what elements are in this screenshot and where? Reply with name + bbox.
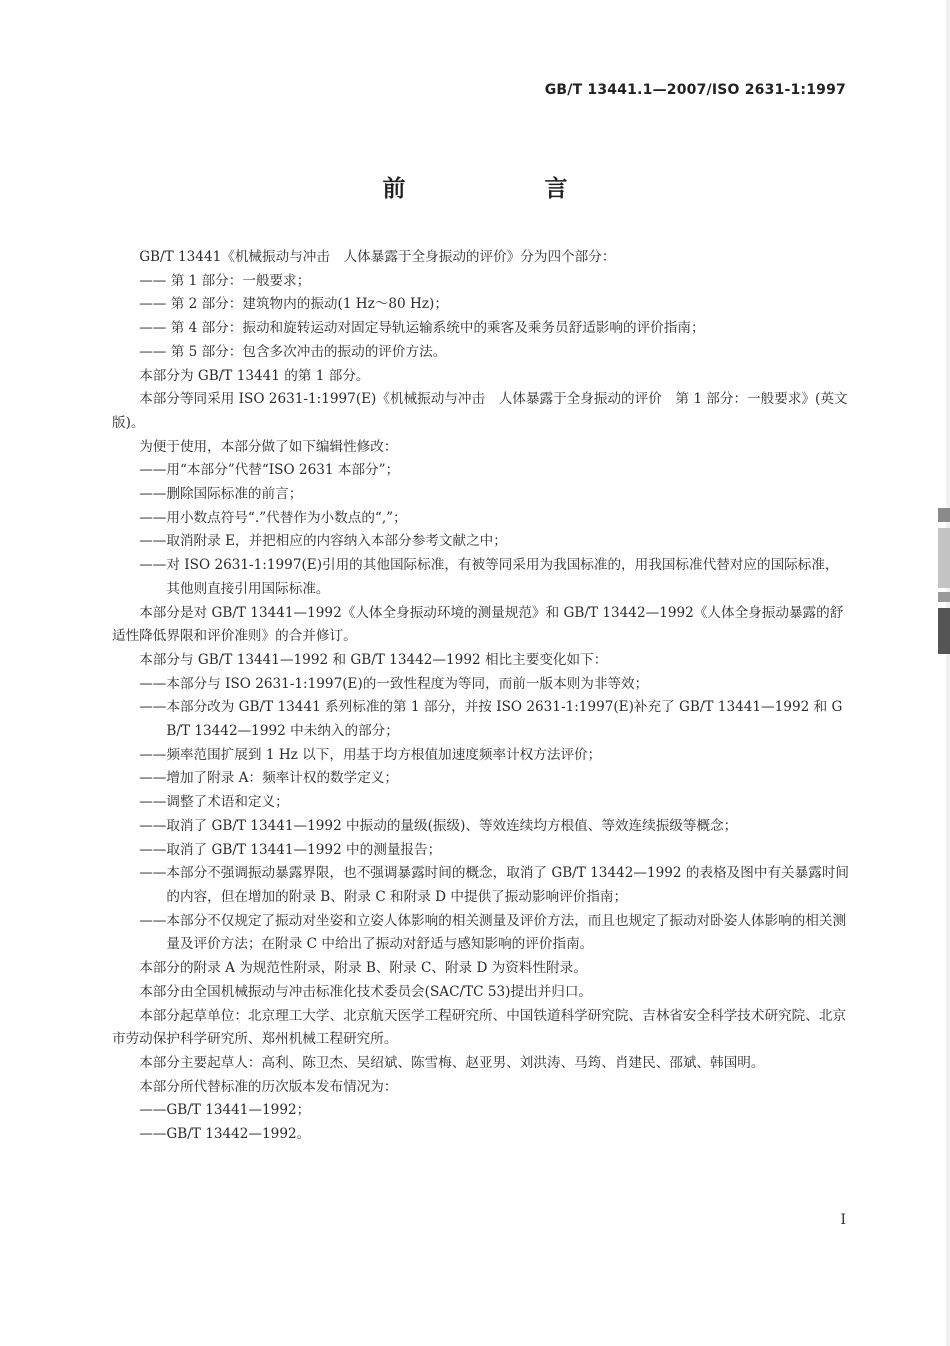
scan-edge-mark: [938, 592, 950, 602]
body-paragraph: 本部分的附录 A 为规范性附录，附录 B、附录 C、附录 D 为资料性附录。: [139, 960, 587, 977]
list-item: ——本部分不仅规定了振动对坐姿和立姿人体影响的相关测量及评价方法，而且也规定了振动对卧姿人体影响的相关测量及评价方法；在附录 C 中给出了振动对舒适与感知影响的评价指南。: [139, 912, 847, 953]
list-item: ——GB/T 13441—1992；: [139, 1102, 311, 1119]
foreword-body: [112, 246, 852, 1147]
body-paragraph: 本部分等同采用 ISO 2631-1:1997(E)《机械振动与冲击 人体暴露于全身振动的评价 第 1 部分：一般要求》(英文版)。: [112, 391, 848, 431]
body-paragraph: 本部分起草单位：北京理工大学、北京航天医学工程研究所、中国铁道科学研究院、吉林省安全科学技术研究院、北京市劳动保护科学研究所、郑州机械工程研究所。: [112, 1007, 847, 1048]
page-number: I: [840, 1212, 846, 1228]
scan-edge-mark: [938, 528, 950, 588]
list-item: ——删除国际标准的前言；: [139, 486, 303, 503]
list-item: ——取消了 GB/T 13441—1992 中振动的量级(振级)、等效连续均方根值、等效连续振级等概念；: [139, 817, 738, 834]
list-item: ——调整了术语和定义；: [139, 794, 289, 811]
body-paragraph: 本部分与 GB/T 13441—1992 和 GB/T 13442—1992 相比主要变化如下：: [139, 651, 608, 668]
list-item: ——频率范围扩展到 1 Hz 以下，用基于均方根值加速度频率计权方法评价；: [139, 746, 602, 763]
body-paragraph: 本部分是对 GB/T 13441—1992《人体全身振动环境的测量规范》和 GB/T 13442—1992《人体全身振动暴露的舒适性降低界限和评价准则》的合并修订。: [112, 604, 844, 645]
list-item: ——用小数点符号“.”代替作为小数点的“,”；: [139, 509, 407, 526]
list-item: ——取消了 GB/T 13441—1992 中的测量报告；: [139, 841, 442, 858]
list-item: ——本部分改为 GB/T 13441 系列标准的第 1 部分，并按 ISO 2631-1:1997(E)补充了 GB/T 13441—1992 和 GB/T 13442—1992 中未纳入的部分；: [139, 699, 843, 740]
body-paragraph: 本部分为 GB/T 13441 的第 1 部分。: [139, 367, 370, 384]
list-item: ——用“本部分”代替“ISO 2631 本部分”；: [139, 462, 400, 479]
list-item: —— 第 1 部分：一般要求；: [139, 272, 311, 289]
body-paragraph: 本部分由全国机械振动与冲击标准化技术委员会(SAC/TC 53)提出并归口。: [139, 983, 593, 1000]
body-paragraph: 本部分所代替标准的历次版本发布情况为：: [139, 1078, 398, 1095]
list-item: ——增加了附录 A：频率计权的数学定义；: [139, 770, 399, 787]
list-item: ——GB/T 13442—1992。: [139, 1126, 311, 1143]
page-title: 前 言: [382, 176, 626, 202]
list-item: —— 第 4 部分：振动和旋转运动对固定导轨运输系统中的乘客及乘务员舒适影响的评价指南；: [139, 320, 705, 337]
list-item: ——对 ISO 2631-1:1997(E)引用的其他国际标准，有被等同采用为我国标准的，用我国标准代替对应的国际标准，其他则直接引用国际标准。: [139, 557, 839, 597]
body-paragraph: 本部分主要起草人：高利、陈卫杰、吴绍斌、陈雪梅、赵亚男、刘洪涛、马筠、肖建民、邵斌、韩国明。: [139, 1054, 765, 1071]
list-item: ——取消附录 E，并把相应的内容纳入本部分参考文献之中；: [139, 533, 507, 550]
list-item: —— 第 5 部分：包含多次冲击的振动的评价方法。: [139, 343, 447, 360]
body-paragraph: 为便于使用，本部分做了如下编辑性修改：: [139, 438, 398, 455]
list-item: ——本部分不强调振动暴露界限，也不强调暴露时间的概念，取消了 GB/T 13442—1992 的表格及图中有关暴露时间的内容，但在增加的附录 B、附录 C 和附录 D 中提供了振动影响评价指南；: [139, 865, 850, 905]
list-item: ——本部分与 ISO 2631-1:1997(E)的一致性程度为等同，而前一版本则为非等效；: [139, 675, 649, 692]
scan-edge-mark: [938, 508, 950, 522]
body-paragraph: GB/T 13441《机械振动与冲击 人体暴露于全身振动的评价》分为四个部分：: [139, 249, 616, 265]
scan-edge-mark: [938, 608, 950, 654]
standard-number-header: GB/T 13441.1—2007/ISO 2631-1:1997: [544, 82, 846, 98]
list-item: —— 第 2 部分：建筑物内的振动(1 Hz～80 Hz)；: [139, 296, 448, 313]
